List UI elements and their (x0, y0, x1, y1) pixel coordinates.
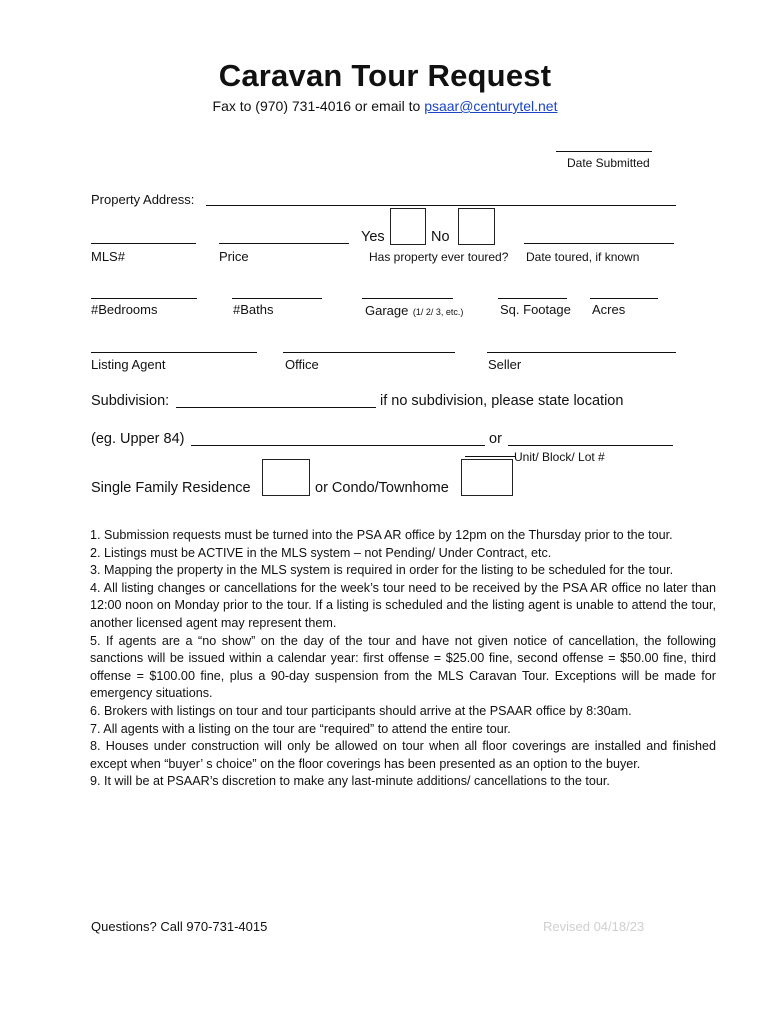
garage-hint: (1/ 2/ 3, etc.) (412, 307, 464, 317)
questions-text: Questions? Call 970-731-4015 (91, 919, 268, 934)
single-family-checkbox[interactable] (262, 459, 310, 496)
office-label: Office (285, 357, 319, 372)
unit-block-lot-field[interactable] (508, 445, 673, 446)
no-label: No (431, 229, 450, 245)
property-address-label: Property Address: (91, 192, 195, 207)
subdivision-field[interactable] (176, 407, 376, 408)
yes-label: Yes (361, 229, 385, 245)
condo-label: or Condo/Townhome (315, 480, 449, 496)
rule-item: 1. Submission requests must be turned into the PSA AR office by 12pm on the Thursday prior to the tour. (90, 528, 673, 542)
single-family-label: Single Family Residence (91, 480, 251, 496)
listing-agent-label: Listing Agent (91, 357, 166, 372)
sq-footage-label: Sq. Footage (500, 302, 571, 317)
acres-label: Acres (592, 302, 626, 317)
listing-agent-field[interactable] (91, 352, 257, 353)
rule-item: 8. Houses under construction will only be allowed on tour when all floor coverings are installed and finished except when “buyer’ s choice” on the floor coverings has been presented as an option to the buyer. (90, 739, 716, 771)
example-label: (eg. Upper 84) (91, 431, 185, 447)
mls-label: MLS# (91, 249, 125, 264)
rule-item: 7. All agents with a listing on the tour are “required” to attend the entire tour. (90, 721, 511, 736)
contact-prefix: Fax to (970) 731-4016 or email to (212, 98, 425, 114)
price-label: Price (219, 249, 249, 264)
bedrooms-field[interactable] (91, 298, 197, 299)
garage-label (365, 302, 463, 320)
email-link[interactable]: psaar@centurytel.net (424, 98, 558, 114)
date-submitted-field[interactable] (556, 151, 652, 152)
mls-field[interactable] (91, 243, 196, 244)
seller-label: Seller (488, 357, 522, 372)
rule-item: 5. If agents are a “no show” on the day of the tour and have not given notice of cancellation, the following sanctions will be issued within a calendar year: first offense = $25.00 fine, second offense = $50.00 fine, third offense = $100.00 fine, plus a 90-day suspension from the MLS Caravan Tour. Exceptions will be made for emergency situations. (90, 633, 716, 701)
seller-field[interactable] (487, 352, 676, 353)
bedrooms-label: #Bedrooms (91, 302, 158, 317)
price-field[interactable] (219, 243, 349, 244)
or-label: or (489, 431, 502, 447)
rule-item: 6. Brokers with listings on tour and tour participants should arrive at the PSAAR office by 8:30am. (90, 703, 632, 718)
contact-line (0, 98, 770, 114)
location-field[interactable] (191, 445, 485, 446)
rule-item: 4. All listing changes or cancellations for the week’s tour need to be received by the PSA AR office no later than 12:00 noon on Monday prior to the tour. If a listing is scheduled and the listing agent is unable to attend the tour, another licensed agent may represent them. (90, 580, 716, 630)
unit-underline (465, 456, 515, 457)
revised-text: Revised 04/18/23 (543, 919, 645, 934)
no-checkbox[interactable] (458, 208, 495, 245)
rule-item: 3. Mapping the property in the MLS system is required in order for the listing to be scheduled for the tour. (90, 563, 674, 578)
condo-checkbox[interactable] (461, 459, 513, 496)
sq-footage-field[interactable] (498, 298, 567, 299)
rule-item: 9. It will be at PSAAR’s discretion to make any last-minute additions/ cancellations to the tour. (90, 774, 610, 789)
rules-list (90, 527, 716, 791)
subdivision-label: Subdivision: (91, 393, 170, 409)
date-submitted-label: Date Submitted (567, 156, 650, 170)
unit-block-lot-label: Unit/ Block/ Lot # (514, 450, 605, 464)
garage-field[interactable] (362, 298, 453, 299)
garage-text: Garage (365, 303, 409, 318)
property-address-field[interactable] (206, 205, 676, 206)
office-field[interactable] (283, 352, 455, 353)
subdivision-note: if no subdivision, please state location (380, 393, 624, 409)
page-title: Caravan Tour Request (218, 58, 552, 93)
yes-checkbox[interactable] (390, 208, 426, 245)
acres-field[interactable] (590, 298, 658, 299)
date-toured-label: Date toured, if known (526, 250, 640, 264)
rule-item: 2. Listings must be ACTIVE in the MLS system – not Pending/ Under Contract, etc. (90, 545, 552, 560)
has-toured-label: Has property ever toured? (369, 250, 509, 264)
date-toured-field[interactable] (524, 243, 674, 244)
baths-label: #Baths (233, 302, 274, 317)
baths-field[interactable] (232, 298, 322, 299)
